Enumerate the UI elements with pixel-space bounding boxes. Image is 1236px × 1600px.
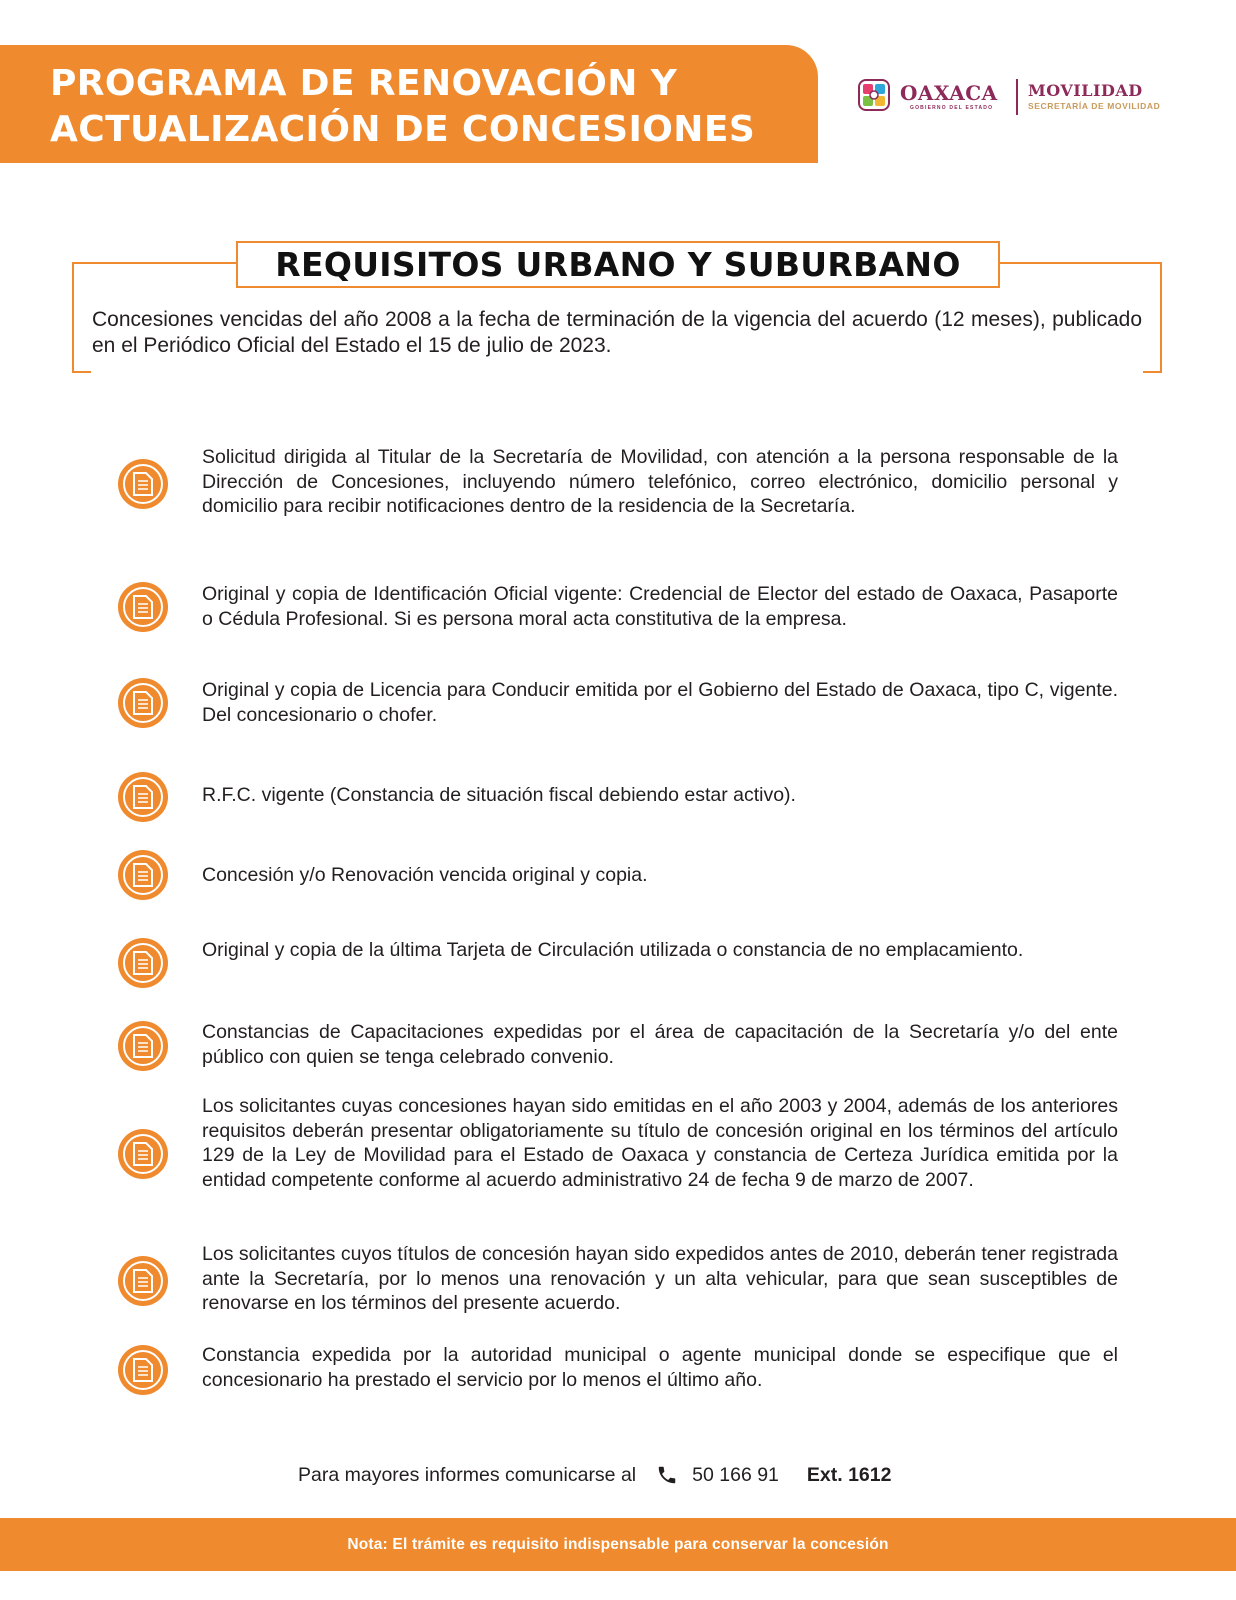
document-icon [118,582,168,632]
document-icon [118,1256,168,1306]
list-item: R.F.C. vigente (Constancia de situación fiscal debiendo estar activo). [202,784,796,806]
oaxaca-logo-text: OAXACA [900,81,998,105]
oaxaca-emblem-icon [858,79,890,111]
frame-line [1143,371,1162,373]
frame-line [72,371,91,373]
document-icon [118,850,168,900]
contact-label: Para mayores informes comunicarse al [298,1463,637,1486]
contact-info [298,1461,891,1489]
page-title-line-2: ACTUALIZACIÓN DE CONCESIONES [50,109,756,150]
document-icon [118,1129,168,1179]
document-icon [118,772,168,822]
document-icon [118,1345,168,1395]
phone-icon [656,1464,678,1486]
document-icon [118,459,168,509]
list-item: Solicitud dirigida al Titular de la Secretaría de Movilidad, con atención a la persona responsable de la Dirección de Concesiones, incluyendo número telefónico, correo electrónico, domicilio personal y domicilio para recibir notificaciones dentro de la residencia de la Secretaría. [202,446,1118,517]
section-title: REQUISITOS URBANO Y SUBURBANO [275,245,961,284]
list-item: Constancias de Capacitaciones expedidas por el área de capacitación de la Secretaría y/o del ente público con quien se tenga celebrado convenio. [202,1021,1118,1068]
list-item: Los solicitantes cuyas concesiones hayan sido emitidas en el año 2003 y 2004, además de los anteriores requisitos deberán presentar obligatoriamente su título de concesión original en los términos del artículo 129 de la Ley de Movilidad para el Estado de Oaxaca y constancia de Certeza Jurídica emitida por la entidad competente conforme al acuerdo administrativo 24 de fecha 9 de marzo de 2007. [202,1095,1118,1191]
government-logos [858,79,1188,115]
movilidad-logo-subtext: SECRETARÍA DE MOVILIDAD [1028,101,1161,111]
page-title-line-1: PROGRAMA DE RENOVACIÓN Y [50,63,678,104]
list-item: Los solicitantes cuyos títulos de concesión hayan sido expedidos antes de 2010, deberán tener registrada ante la Secretaría, por lo menos una renovación y un alta vehicular, para que sean susceptibles de renovarse en los términos del presente acuerdo. [202,1243,1118,1314]
section-intro: Concesiones vencidas del año 2008 a la fecha de terminación de la vigencia del acuerdo (12 meses), publicado en el Periódico Oficial del Estado el 15 de julio de 2023. [92,308,1142,357]
list-item: Constancia expedida por la autoridad municipal o agente municipal donde se especifique que el concesionario ha prestado el servicio por lo menos el último año. [202,1344,1118,1391]
footer-note-bar [0,1518,1236,1571]
frame-line [1160,262,1162,373]
phone-extension: Ext. 1612 [806,1463,892,1486]
footer-note: Nota: El trámite es requisito indispensable para conservar la concesión [347,1535,889,1553]
frame-line [72,262,74,373]
frame-line [999,262,1162,264]
phone-number: 50 166 91 [692,1463,779,1486]
header-banner [0,45,818,163]
document-icon [118,678,168,728]
oaxaca-logo-subtext: GOBIERNO DEL ESTADO [910,105,994,111]
list-item: Original y copia de la última Tarjeta de Circulación utilizada o constancia de no emplacamiento. [202,939,1024,961]
frame-line [72,262,237,264]
document-icon [118,1021,168,1071]
section-title-box [236,241,1000,288]
document-icon [118,938,168,988]
list-item: Original y copia de Identificación Oficial vigente: Credencial de Elector del estado de Oaxaca, Pasaporte o Cédula Profesional. Si es persona moral acta constitutiva de la empresa. [202,583,1118,630]
logo-divider [1016,79,1018,115]
list-item: Original y copia de Licencia para Conducir emitida por el Gobierno del Estado de Oaxaca, tipo C, vigente. Del concesionario o chofer. [202,679,1118,726]
movilidad-logo-text: MOVILIDAD [1028,81,1143,100]
list-item: Concesión y/o Renovación vencida original y copia. [202,864,648,886]
